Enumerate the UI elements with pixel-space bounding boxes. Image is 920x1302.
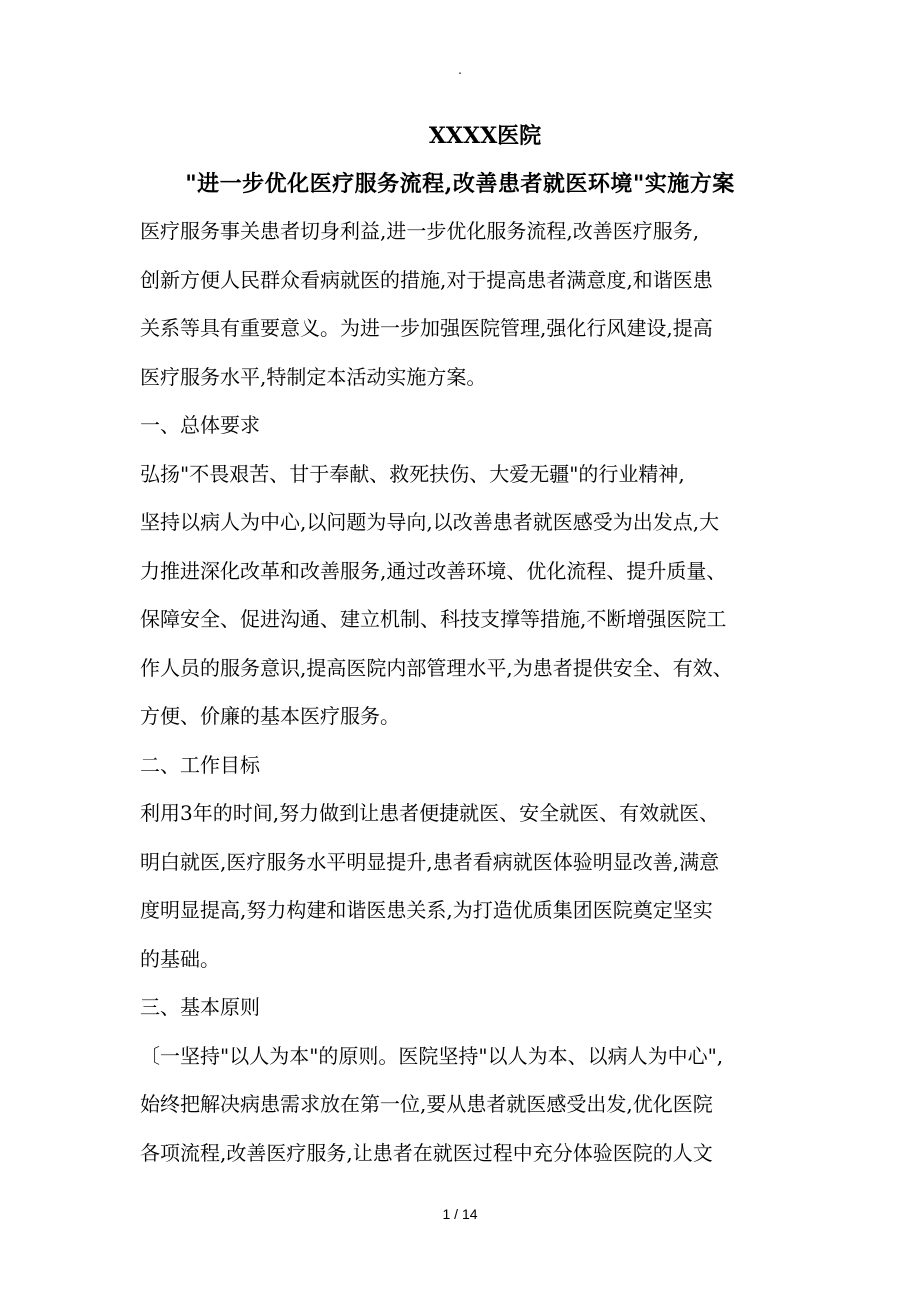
text-line: 创新方便人民群众看病就医的措施,对于提高患者满意度,和谐医患: [140, 267, 713, 292]
text-line: 始终把解决病患需求放在第一位,要从患者就医感受出发,优化医院: [140, 1092, 713, 1116]
page-indicator: 1 / 14: [442, 1206, 478, 1222]
text-line: 的基础。: [140, 946, 220, 971]
section-heading: 二、工作目标: [140, 752, 260, 777]
header-mark: .: [458, 63, 462, 77]
text-line: 利用3年的时间,努力做到让患者便捷就医、安全就医、有效就医、: [140, 801, 720, 825]
text-line: 保障安全、促进沟通、建立机制、科技支撑等措施,不断增强医院工: [140, 607, 727, 631]
text-line: 坚持以病人为中心,以问题为导向,以改善患者就医感受为出发点,大: [140, 510, 720, 534]
text-line: 度明显提高,努力构建和谐医患关系,为打造优质集团医院奠定坚实: [140, 898, 713, 922]
page-title: XXXX医院: [428, 123, 542, 149]
document-body: [140, 207, 800, 1177]
text-line: 〔一坚持"以人为本"的原则。医院坚持"以人为本、以病人为中心",: [140, 1043, 724, 1068]
text-line: 弘扬"不畏艰苦、甘于奉献、救死扶伤、大爱无疆"的行业精神,: [140, 461, 685, 486]
text-line: 明白就医,医疗服务水平明显提升,患者看病就医体验明显改善,满意: [140, 849, 720, 874]
text-line: 关系等具有重要意义。为进一步加强医院管理,强化行风建设,提高: [140, 316, 713, 340]
text-line: 作人员的服务意识,提高医院内部管理水平,为患者提供安全、有效、: [140, 655, 733, 680]
text-line: 力推进深化改革和改善服务,通过改善环境、优化流程、提升质量、: [140, 558, 727, 583]
text-line: 医疗服务事关患者切身利益,进一步优化服务流程,改善医疗服务,: [140, 219, 700, 243]
text-line: 各项流程,改善医疗服务,让患者在就医过程中充分体验医院的人文: [140, 1140, 713, 1165]
section-heading: 一、总体要求: [140, 413, 260, 437]
page-subtitle: "进一步优化医疗服务流程,改善患者就医环境"实施方案: [185, 171, 735, 197]
section-heading: 三、基本原则: [140, 995, 260, 1019]
text-line: 方便、价廉的基本医疗服务。: [140, 704, 400, 728]
text-line: 医疗服务水平,特制定本活动实施方案。: [140, 364, 487, 389]
